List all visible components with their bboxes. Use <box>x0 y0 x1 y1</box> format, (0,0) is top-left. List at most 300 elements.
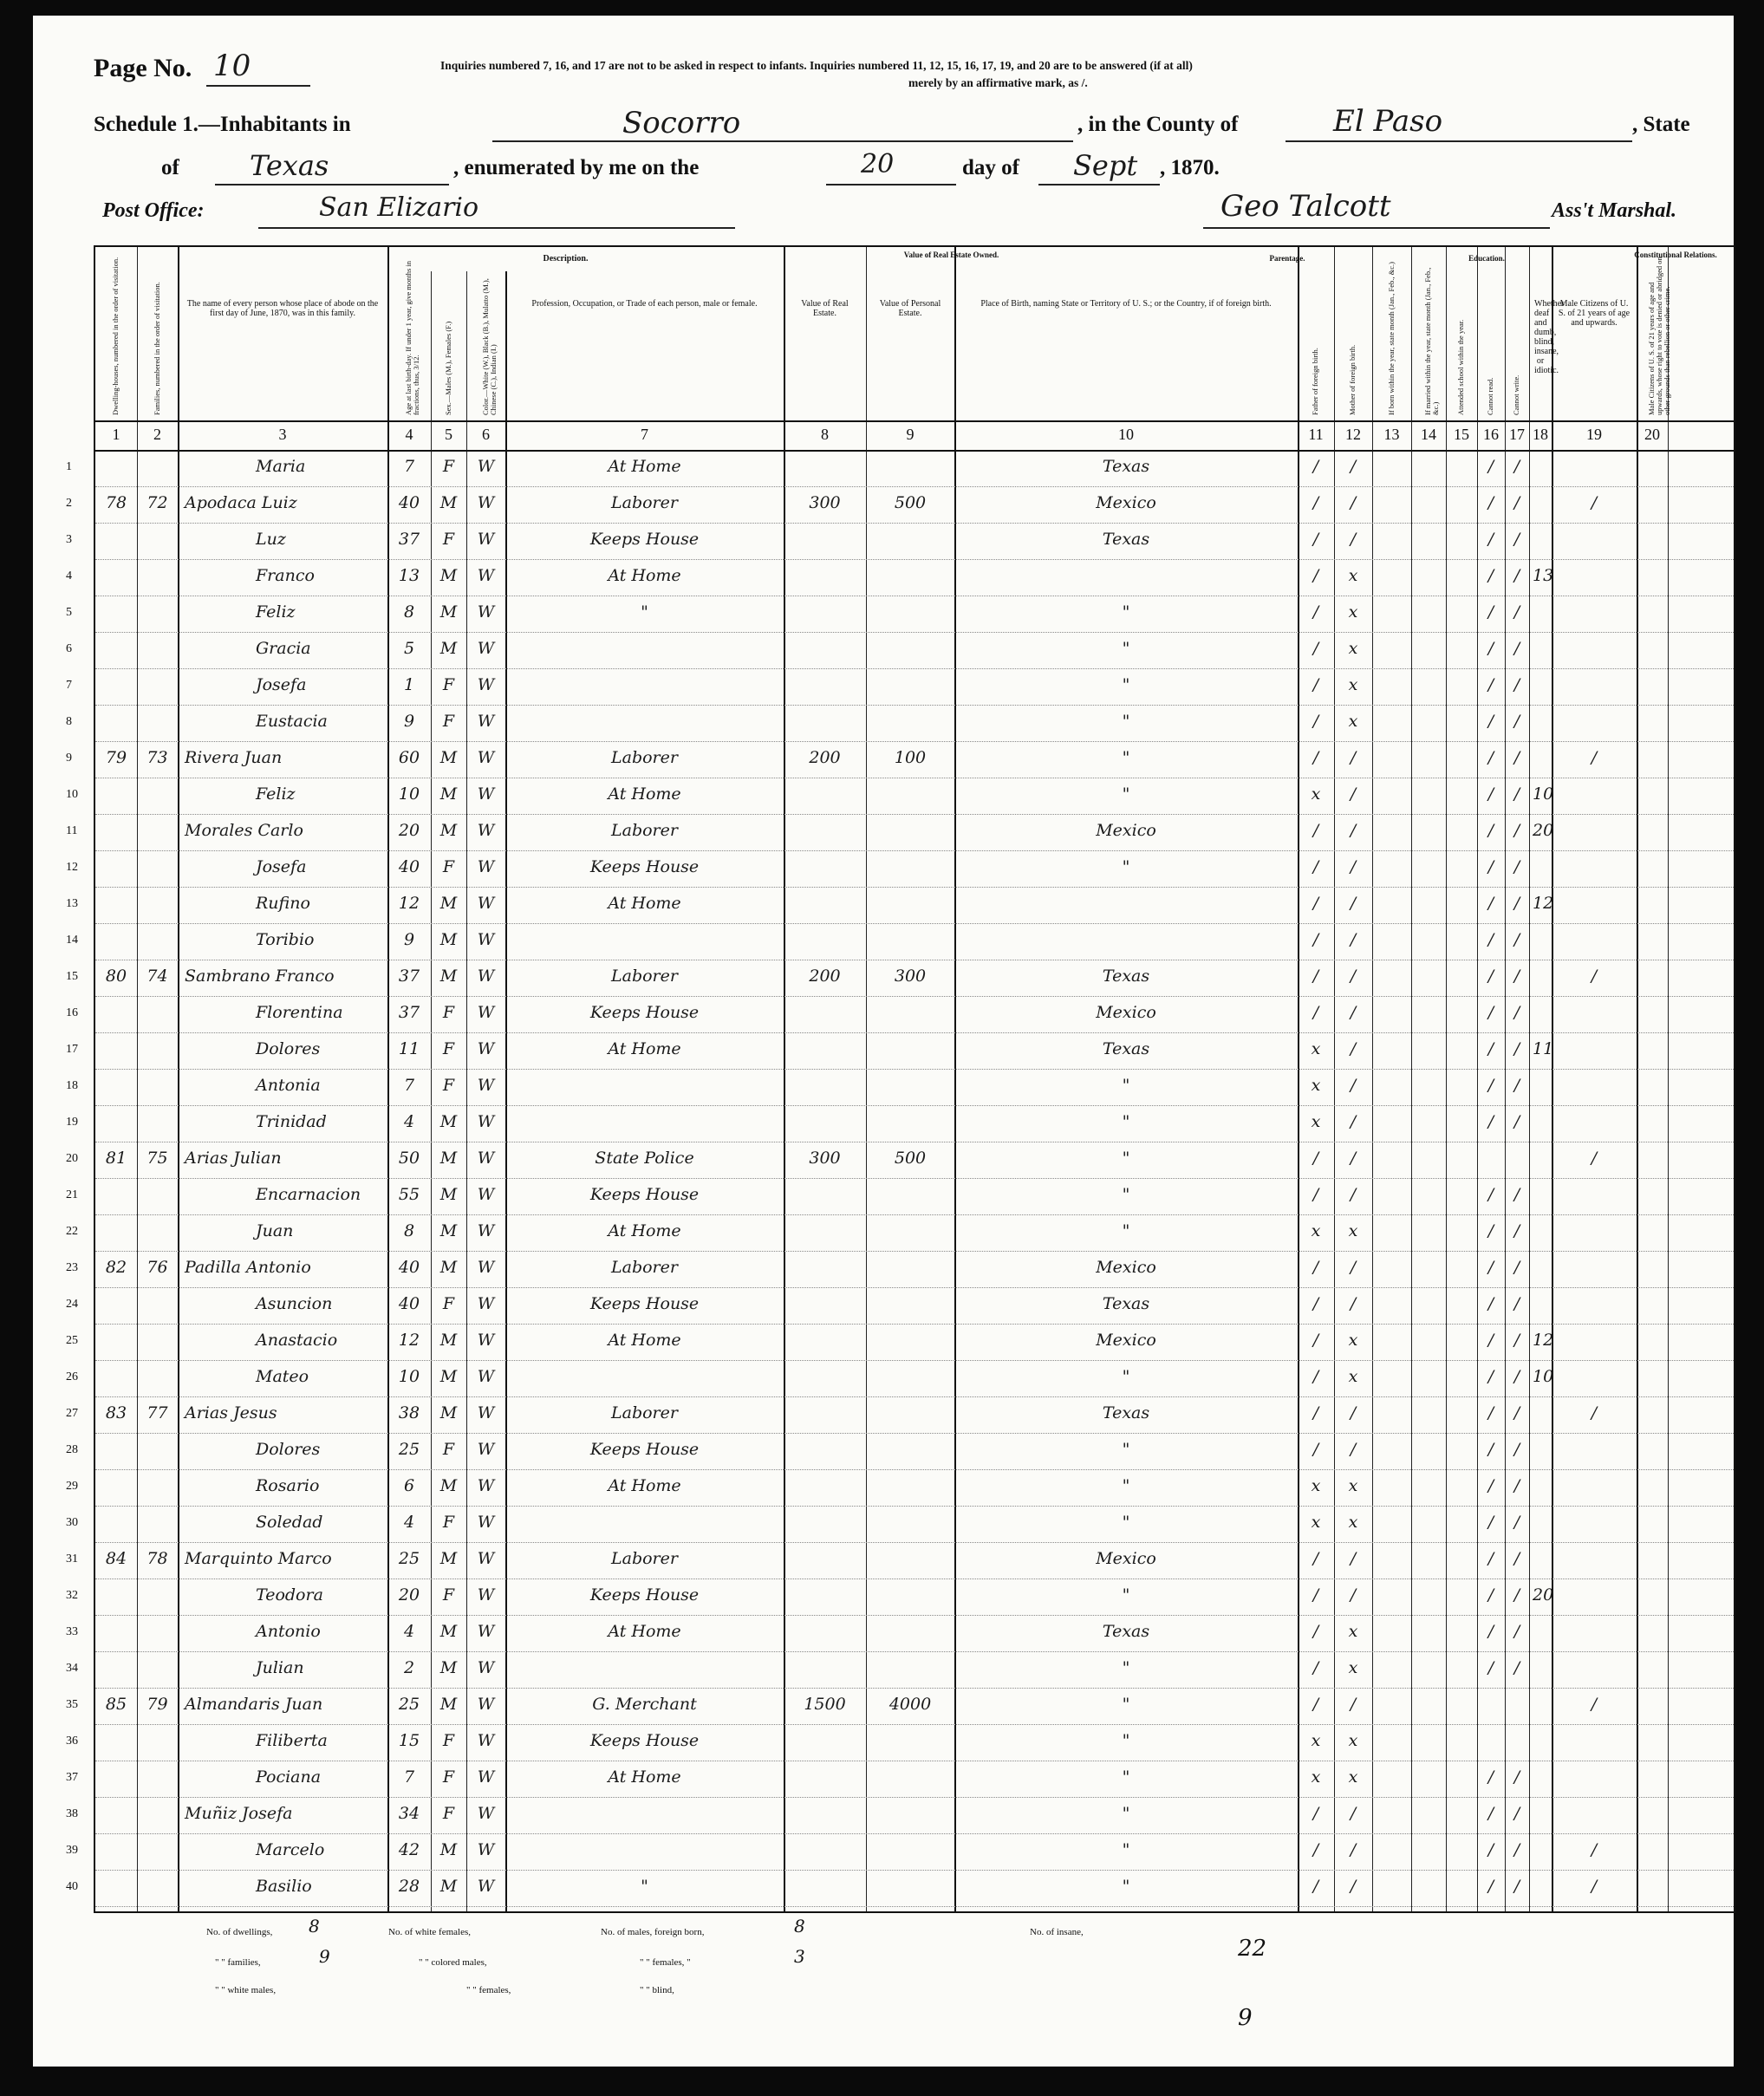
cell-color: W <box>477 1221 495 1240</box>
cell-age: 7 <box>403 1767 415 1787</box>
row-rule <box>95 1032 1734 1033</box>
cell-color: W <box>477 493 495 512</box>
cell-c17: / <box>1513 457 1520 476</box>
cell-c16: / <box>1487 1076 1494 1095</box>
cell-age: 15 <box>398 1731 420 1750</box>
cell-c17: / <box>1513 1221 1520 1240</box>
group-education: Education. <box>1468 254 1505 263</box>
cell-name: Morales Carlo <box>185 821 303 840</box>
cell-c18: 13 <box>1533 566 1554 585</box>
cell-c17: / <box>1513 894 1520 913</box>
row-rule <box>95 1251 1734 1252</box>
column-header-1: Dwelling-houses, numbered in the order of visitation. <box>111 257 120 415</box>
row-number: 2 <box>66 497 72 510</box>
census-table <box>66 245 1735 1913</box>
cell-c17: / <box>1513 1513 1520 1532</box>
column-number-16: 16 <box>1483 426 1499 443</box>
cell-c11: / <box>1312 1877 1319 1896</box>
cell-c18: 12 <box>1533 1331 1554 1350</box>
cell-birth: Texas <box>1102 1403 1150 1422</box>
cell-occ: At Home <box>608 1039 681 1058</box>
cell-birth: " <box>1122 1767 1130 1787</box>
cell-c18: 20 <box>1533 821 1554 840</box>
cell-age: 40 <box>398 493 420 512</box>
row-rule <box>95 1469 1734 1470</box>
cell-name: Feliz <box>256 784 296 804</box>
cell-sex: F <box>442 1513 455 1532</box>
census-sheet <box>33 16 1734 2067</box>
group-description: Description. <box>543 254 589 264</box>
cell-name: Josefa <box>256 857 307 876</box>
cell-name: Filiberta <box>256 1731 328 1750</box>
cell-c12: / <box>1350 1549 1357 1568</box>
cell-age: 13 <box>398 566 420 585</box>
day-line <box>826 184 956 186</box>
cell-c11: / <box>1312 1403 1319 1422</box>
cell-occ: Keeps House <box>589 1585 700 1605</box>
cell-c19: / <box>1591 1840 1598 1859</box>
cell-color: W <box>477 1658 495 1677</box>
cell-pe: 500 <box>894 493 927 512</box>
footer-families-label: " " families, <box>215 1957 261 1968</box>
cell-sex: F <box>442 457 455 476</box>
cell-color: W <box>477 530 495 549</box>
cell-c17: / <box>1513 1549 1520 1568</box>
cell-c12: / <box>1350 1149 1357 1168</box>
cell-age: 37 <box>398 967 420 986</box>
cell-birth: " <box>1122 1804 1130 1823</box>
row-number: 25 <box>66 1334 78 1347</box>
column-header-11: Father of foreign birth. <box>1311 348 1319 415</box>
cell-name: Arias Jesus <box>185 1403 277 1422</box>
cell-c16: / <box>1487 857 1494 876</box>
cell-c18: 20 <box>1533 1585 1554 1605</box>
cell-sex: F <box>442 1585 455 1605</box>
cell-birth: Mexico <box>1096 1003 1156 1022</box>
cell-pe: 300 <box>894 967 927 986</box>
column-number-18: 18 <box>1533 426 1548 443</box>
cell-c18: 10 <box>1533 1367 1554 1386</box>
cell-c11: / <box>1312 1695 1319 1714</box>
cell-occ: Laborer <box>611 1258 678 1277</box>
cell-c17: / <box>1513 1476 1520 1495</box>
cell-sex: F <box>442 1731 455 1750</box>
column-number-2: 2 <box>153 426 161 443</box>
cell-fam: 73 <box>146 748 168 767</box>
cell-birth: " <box>1122 1112 1130 1131</box>
cell-age: 7 <box>403 1076 415 1095</box>
cell-c12: / <box>1350 821 1357 840</box>
column-number-11: 11 <box>1308 426 1324 443</box>
cell-color: W <box>477 894 495 913</box>
row-rule <box>95 1105 1734 1106</box>
cell-c16: / <box>1487 639 1494 658</box>
cell-color: W <box>477 675 495 694</box>
footer-blind-label: " " blind, <box>640 1985 674 1995</box>
column-number-13: 13 <box>1383 426 1400 443</box>
column-number-3: 3 <box>278 426 287 443</box>
cell-c11: / <box>1312 1258 1319 1277</box>
header-rule <box>95 420 1734 422</box>
cell-fam: 76 <box>146 1258 168 1277</box>
cell-name: Sambrano Franco <box>185 967 335 986</box>
cell-c16: / <box>1487 1331 1494 1350</box>
cell-color: W <box>477 1331 495 1350</box>
row-number: 4 <box>66 570 72 583</box>
post-office-name: San Elizario <box>319 192 479 223</box>
cell-birth: Mexico <box>1096 493 1156 512</box>
row-number: 3 <box>66 533 72 546</box>
cell-c11: / <box>1312 1149 1319 1168</box>
cell-sex: M <box>439 1185 458 1204</box>
cell-c12: / <box>1350 748 1357 767</box>
cell-age: 38 <box>398 1403 420 1422</box>
cell-age: 8 <box>403 1221 415 1240</box>
cell-c17: / <box>1513 1403 1520 1422</box>
cell-c17: / <box>1513 821 1520 840</box>
row-number: 32 <box>66 1589 78 1602</box>
column-rule <box>178 247 179 1911</box>
cell-c16: / <box>1487 1476 1494 1495</box>
cell-c16: / <box>1487 821 1494 840</box>
cell-c12: / <box>1350 1003 1357 1022</box>
cell-age: 4 <box>403 1622 415 1641</box>
row-rule <box>95 705 1734 706</box>
cell-c12: x <box>1348 1513 1358 1532</box>
cell-c12: / <box>1350 1185 1357 1204</box>
cell-sex: F <box>442 1294 455 1313</box>
cell-c11: x <box>1311 1731 1321 1750</box>
cell-color: W <box>477 857 495 876</box>
row-number: 36 <box>66 1735 78 1748</box>
cell-birth: " <box>1122 1585 1130 1605</box>
cell-sex: M <box>439 639 458 658</box>
cell-c11: x <box>1311 784 1321 804</box>
cell-name: Trinidad <box>256 1112 327 1131</box>
cell-sex: M <box>439 1221 458 1240</box>
column-header-4: Age at last birth-day. If under 1 year, give months in fractions, thus, 3/12. <box>404 260 420 415</box>
cell-c11: / <box>1312 1658 1319 1677</box>
row-number: 27 <box>66 1407 78 1420</box>
place-line <box>492 140 1073 142</box>
row-rule <box>95 486 1734 487</box>
cell-name: Florentina <box>256 1003 343 1022</box>
row-number: 17 <box>66 1043 78 1056</box>
cell-dw: 80 <box>105 967 127 986</box>
row-number: 19 <box>66 1116 78 1129</box>
cell-color: W <box>477 1003 495 1022</box>
footer-males-foreign-label: No. of males, foreign born, <box>601 1927 705 1937</box>
cell-color: W <box>477 1767 495 1787</box>
cell-re: 300 <box>809 493 841 512</box>
cell-c11: / <box>1312 1294 1319 1313</box>
column-rule <box>1668 247 1669 1911</box>
cell-c17: / <box>1513 1258 1520 1277</box>
column-rule <box>784 247 785 1911</box>
column-number-20: 20 <box>1644 426 1660 443</box>
cell-name: Franco <box>256 566 315 585</box>
column-rule <box>1552 247 1553 1911</box>
cell-occ: At Home <box>608 1767 681 1787</box>
column-rule <box>1411 247 1412 1911</box>
cell-c17: / <box>1513 930 1520 949</box>
cell-c11: / <box>1312 675 1319 694</box>
cell-sex: F <box>442 530 455 549</box>
cell-color: W <box>477 1695 495 1714</box>
cell-sex: M <box>439 967 458 986</box>
cell-name: Marquinto Marco <box>185 1549 332 1568</box>
column-rule <box>1477 247 1478 1911</box>
cell-sex: M <box>439 1149 458 1168</box>
cell-name: Pociana <box>256 1767 322 1787</box>
row-number: 15 <box>66 970 78 983</box>
cell-c12: / <box>1350 1403 1357 1422</box>
column-number-15: 15 <box>1454 426 1469 443</box>
cell-color: W <box>477 1622 495 1641</box>
cell-c17: / <box>1513 1331 1520 1350</box>
column-header-16: Cannot read. <box>1486 377 1494 415</box>
cell-c17: / <box>1513 566 1520 585</box>
cell-re: 200 <box>809 748 841 767</box>
cell-c16: / <box>1487 1804 1494 1823</box>
day-of-label: day of <box>962 156 1019 179</box>
cell-sex: M <box>439 1367 458 1386</box>
cell-c12: / <box>1350 1076 1357 1095</box>
cell-sex: F <box>442 712 455 731</box>
cell-c11: / <box>1312 493 1319 512</box>
cell-c12: / <box>1350 1294 1357 1313</box>
cell-c12: x <box>1348 1221 1358 1240</box>
cell-c11: / <box>1312 1185 1319 1204</box>
cell-age: 9 <box>403 712 415 731</box>
enumeration-day: 20 <box>861 149 895 179</box>
cell-age: 12 <box>398 1331 420 1350</box>
cell-dw: 79 <box>105 748 127 767</box>
cell-occ: At Home <box>608 894 681 913</box>
cell-c17: / <box>1513 1804 1520 1823</box>
row-number: 35 <box>66 1698 78 1711</box>
cell-sex: F <box>442 675 455 694</box>
cell-occ: Keeps House <box>589 1440 700 1459</box>
cell-c17: / <box>1513 1767 1520 1787</box>
cell-age: 25 <box>398 1440 420 1459</box>
footer-females-foreign-label: " " females, " <box>640 1957 691 1968</box>
cell-age: 28 <box>398 1877 420 1896</box>
cell-c17: / <box>1513 748 1520 767</box>
cell-name: Asuncion <box>256 1294 333 1313</box>
cell-name: Rosario <box>256 1476 320 1495</box>
row-number: 7 <box>66 679 72 692</box>
cell-name: Almandaris Juan <box>185 1695 323 1714</box>
marshal-signature: Geo Talcott <box>1220 189 1391 224</box>
cell-name: Muñiz Josefa <box>185 1804 293 1823</box>
row-number: 37 <box>66 1771 78 1784</box>
row-rule <box>95 814 1734 815</box>
cell-age: 50 <box>398 1149 420 1168</box>
cell-c12: x <box>1348 675 1358 694</box>
column-number-17: 17 <box>1509 426 1525 443</box>
cell-name: Arias Julian <box>185 1149 282 1168</box>
cell-color: W <box>477 712 495 731</box>
row-rule <box>95 523 1734 524</box>
row-rule <box>95 1214 1734 1215</box>
footer-dwellings: 8 <box>309 1916 320 1937</box>
cell-occ: At Home <box>608 784 681 804</box>
row-rule <box>95 1870 1734 1871</box>
page-number: 10 <box>213 49 251 83</box>
cell-birth: " <box>1122 1513 1130 1532</box>
cell-c11: / <box>1312 894 1319 913</box>
row-rule <box>95 1396 1734 1397</box>
row-number: 1 <box>66 460 72 473</box>
cell-c16: / <box>1487 1513 1494 1532</box>
column-header-2: Families, numbered in the order of visitation. <box>152 282 161 415</box>
state-label: , State <box>1632 113 1690 136</box>
cell-dw: 85 <box>105 1695 127 1714</box>
footer-insane-label: No. of insane, <box>1030 1927 1084 1937</box>
cell-c12: x <box>1348 712 1358 731</box>
cell-occ: Laborer <box>611 1549 678 1568</box>
column-number-14: 14 <box>1421 426 1436 443</box>
cell-c12: / <box>1350 894 1357 913</box>
cell-occ: At Home <box>608 1331 681 1350</box>
footer-colored-males-label: " " colored males, <box>419 1957 487 1968</box>
row-number: 30 <box>66 1516 78 1529</box>
cell-pe: 4000 <box>889 1695 932 1714</box>
cell-birth: " <box>1122 639 1130 658</box>
cell-name: Apodaca Luiz <box>185 493 297 512</box>
cell-name: Dolores <box>256 1440 321 1459</box>
county-line <box>1286 140 1632 142</box>
cell-c11: / <box>1312 967 1319 986</box>
column-header-19: Male Citizens of U. S. of 21 years of age and upwards. <box>1558 299 1631 328</box>
cell-sex: M <box>439 602 458 622</box>
cell-c19: / <box>1591 748 1598 767</box>
cell-sex: M <box>439 748 458 767</box>
cell-occ: Laborer <box>611 748 678 767</box>
footer-tally-2: 9 <box>1238 2005 1253 2031</box>
cell-dw: 81 <box>105 1149 127 1168</box>
row-rule <box>95 1542 1734 1543</box>
cell-re: 1500 <box>804 1695 846 1714</box>
cell-c12: x <box>1348 1367 1358 1386</box>
marshal-label: Ass't Marshal. <box>1552 199 1677 222</box>
cell-color: W <box>477 1258 495 1277</box>
cell-c16: / <box>1487 1039 1494 1058</box>
cell-c11: / <box>1312 1622 1319 1641</box>
cell-c16: / <box>1487 748 1494 767</box>
cell-pe: 500 <box>894 1149 927 1168</box>
place-name: Socorro <box>622 106 741 140</box>
cell-name: Encarnacion <box>256 1185 361 1204</box>
cell-fam: 74 <box>146 967 168 986</box>
cell-c17: / <box>1513 530 1520 549</box>
cell-name: Gracia <box>256 639 311 658</box>
cell-sex: M <box>439 1840 458 1859</box>
cell-c12: / <box>1350 1840 1357 1859</box>
column-number-12: 12 <box>1345 426 1361 443</box>
cell-occ: State Police <box>595 1149 694 1168</box>
cell-c19: / <box>1591 493 1598 512</box>
row-number: 8 <box>66 715 72 728</box>
cell-c16: / <box>1487 1221 1494 1240</box>
row-number: 12 <box>66 861 78 874</box>
cell-c16: / <box>1487 967 1494 986</box>
cell-sex: M <box>439 1403 458 1422</box>
cell-c11: / <box>1312 1840 1319 1859</box>
county-name: El Paso <box>1333 104 1443 139</box>
cell-dw: 82 <box>105 1258 127 1277</box>
cell-c16: / <box>1487 1185 1494 1204</box>
marshal-line <box>1203 227 1550 229</box>
cell-name: Antonia <box>256 1076 321 1095</box>
row-rule <box>95 1688 1734 1689</box>
cell-c17: / <box>1513 967 1520 986</box>
cell-sex: F <box>442 1440 455 1459</box>
cell-dw: 84 <box>105 1549 127 1568</box>
cell-occ: " <box>641 1877 648 1896</box>
row-number: 34 <box>66 1662 78 1675</box>
cell-c16: / <box>1487 675 1494 694</box>
cell-age: 12 <box>398 894 420 913</box>
cell-birth: Texas <box>1102 1622 1150 1641</box>
state-name: Texas <box>250 149 329 182</box>
cell-color: W <box>477 1367 495 1386</box>
column-rule <box>1334 247 1335 1911</box>
cell-color: W <box>477 1804 495 1823</box>
column-header-13: If born within the year, state month (Jan., Feb., &c.) <box>1386 262 1396 415</box>
cell-c19: / <box>1591 1877 1598 1896</box>
cell-c16: / <box>1487 1258 1494 1277</box>
cell-c16: / <box>1487 1585 1494 1605</box>
cell-sex: M <box>439 821 458 840</box>
enumeration-month: Sept <box>1073 149 1138 182</box>
cell-age: 37 <box>398 530 420 549</box>
cell-sex: F <box>442 857 455 876</box>
footer-white-females-label: No. of white females, <box>388 1927 471 1937</box>
cell-birth: " <box>1122 1658 1130 1677</box>
cell-color: W <box>477 1112 495 1131</box>
column-number-1: 1 <box>112 426 120 443</box>
cell-birth: " <box>1122 675 1130 694</box>
cell-c17: / <box>1513 1877 1520 1896</box>
cell-age: 40 <box>398 857 420 876</box>
row-number: 18 <box>66 1079 78 1092</box>
cell-age: 40 <box>398 1258 420 1277</box>
column-rule <box>505 271 507 1911</box>
column-header-3: The name of every person whose place of abode on the first day of June, 1870, was in this family. <box>186 299 379 318</box>
cell-c11: x <box>1311 1112 1321 1131</box>
column-rule <box>1529 247 1530 1911</box>
cell-c11: x <box>1311 1076 1321 1095</box>
cell-name: Mateo <box>256 1367 309 1386</box>
column-rule <box>1298 247 1299 1911</box>
cell-birth: " <box>1122 857 1130 876</box>
column-rule <box>1505 247 1506 1911</box>
cell-c16: / <box>1487 1003 1494 1022</box>
column-header-14: If married within the year, state month (Jan., Feb., &c.) <box>1423 267 1440 415</box>
cell-birth: Mexico <box>1096 821 1156 840</box>
cell-c18: 12 <box>1533 894 1554 913</box>
cell-c11: / <box>1312 1804 1319 1823</box>
cell-occ: Keeps House <box>589 1731 700 1750</box>
enumerated-label: , enumerated by me on the <box>453 156 700 179</box>
page-number-line <box>206 85 310 87</box>
row-number: 16 <box>66 1006 78 1019</box>
cell-c16: / <box>1487 566 1494 585</box>
cell-c19: / <box>1591 1695 1598 1714</box>
row-rule <box>95 632 1734 633</box>
